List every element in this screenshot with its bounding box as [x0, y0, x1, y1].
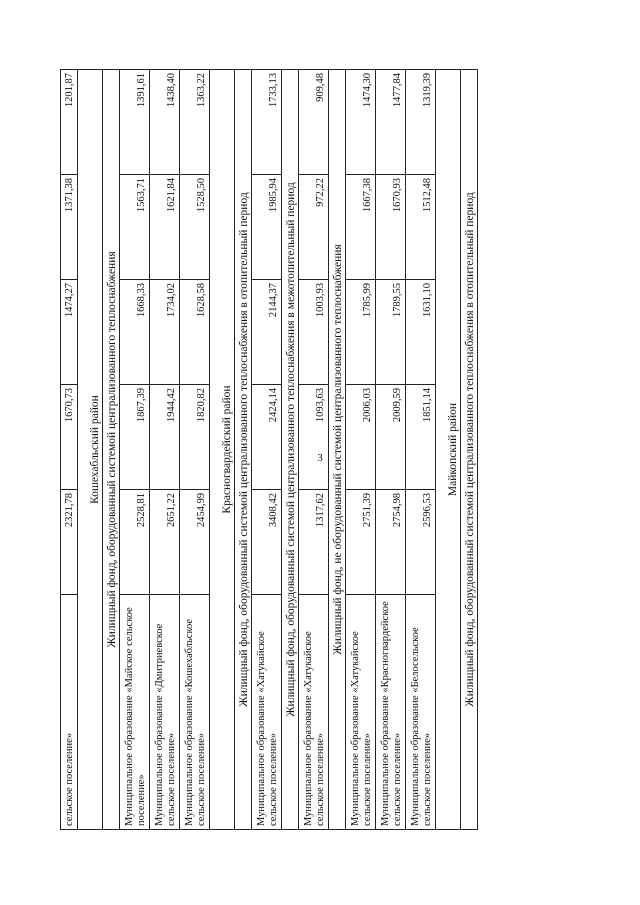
row-value: 972,22 — [299, 175, 329, 280]
section-heading: Жилищный фонд, оборудованный системой централизованного теплоснабжения в межотопительный период — [282, 70, 299, 830]
row-value: 1789,55 — [376, 280, 406, 385]
table-row — [346, 70, 376, 830]
row-value: 1985,94 — [252, 175, 282, 280]
tariff-table — [60, 69, 478, 830]
row-value: 1785,99 — [346, 280, 376, 385]
row-value: 1628,58 — [180, 280, 210, 385]
table-row — [180, 70, 210, 830]
row-name: Муниципальное образование «Красногвардейское сельское поселение» — [376, 595, 406, 830]
section-row — [461, 70, 478, 830]
row-value: 1667,38 — [346, 175, 376, 280]
row-value: 2454,99 — [180, 490, 210, 595]
table-row — [150, 70, 180, 830]
row-value: 1371,38 — [61, 175, 78, 280]
row-value: 1003,93 — [299, 280, 329, 385]
table-row — [61, 70, 78, 830]
row-value: 1851,14 — [406, 385, 436, 490]
row-value: 1528,50 — [180, 175, 210, 280]
row-value: 2006,03 — [346, 385, 376, 490]
row-value: 1317,62 — [299, 490, 329, 595]
row-value: 1474,27 — [61, 280, 78, 385]
row-value: 2528,81 — [120, 490, 150, 595]
row-value: 1621,84 — [150, 175, 180, 280]
table-row — [252, 70, 282, 830]
section-heading: Жилищный фонд, оборудованный системой централизованного теплоснабжения в отопительный период — [235, 70, 252, 830]
row-name: Муниципальное образование «Хатукайское сельское поселение» — [346, 595, 376, 830]
row-name: Муниципальное образование «Кошехабльское сельское поселение» — [180, 595, 210, 830]
region-heading: Кошехабльский район — [78, 70, 103, 830]
table-row — [120, 70, 150, 830]
row-value: 1093,63 — [299, 385, 329, 490]
row-value: 2751,39 — [346, 490, 376, 595]
row-name: Муниципальное образование «Майское сельское поселение» — [120, 595, 150, 830]
row-value: 1477,84 — [376, 70, 406, 175]
row-value: 2144,37 — [252, 280, 282, 385]
row-value: 1319,39 — [406, 70, 436, 175]
row-name: Муниципальное образование «Хатукайское сельское поселение» — [252, 595, 282, 830]
region-heading: Майкопский район — [436, 70, 461, 830]
section-heading: Жилищный фонд, оборудованный системой централизованного теплоснабжения — [103, 70, 120, 830]
table-body — [61, 70, 478, 830]
row-name: Муниципальное образование «Белосельское сельское поселение» — [406, 595, 436, 830]
row-value: 1631,10 — [406, 280, 436, 385]
row-value: 2424,14 — [252, 385, 282, 490]
row-value: 1733,13 — [252, 70, 282, 175]
row-value: 1670,73 — [61, 385, 78, 490]
row-value: 1734,02 — [150, 280, 180, 385]
section-heading: Жилищный фонд, оборудованный системой централизованного теплоснабжения в отопительный период — [461, 70, 478, 830]
row-value: 3408,42 — [252, 490, 282, 595]
row-value: 2321,78 — [61, 490, 78, 595]
row-value: 2754,98 — [376, 490, 406, 595]
row-name: сельское поселение» — [61, 595, 78, 830]
row-value: 2009,59 — [376, 385, 406, 490]
section-row — [103, 70, 120, 830]
region-row — [436, 70, 461, 830]
row-value: 1668,33 — [120, 280, 150, 385]
row-value: 1438,40 — [150, 70, 180, 175]
page-number: 3 — [317, 452, 323, 464]
region-row — [78, 70, 103, 830]
row-value: 1363,22 — [180, 70, 210, 175]
row-value: 1512,48 — [406, 175, 436, 280]
row-value: 1944,42 — [150, 385, 180, 490]
row-value: 1867,39 — [120, 385, 150, 490]
row-name: Муниципальное образование «Дмитриевское сельское поселение» — [150, 595, 180, 830]
section-heading: Жилищный фонд, не оборудованный системой централизованного теплоснабжения — [329, 70, 346, 830]
row-value: 1391,61 — [120, 70, 150, 175]
section-row — [282, 70, 299, 830]
row-value: 909,48 — [299, 70, 329, 175]
table-row — [406, 70, 436, 830]
section-row — [329, 70, 346, 830]
row-value: 1563,71 — [120, 175, 150, 280]
region-row — [210, 70, 235, 830]
table-row — [376, 70, 406, 830]
row-value: 1820,82 — [180, 385, 210, 490]
row-name: Муниципальное образование «Хатукайское сельское поселение» — [299, 595, 329, 830]
section-row — [235, 70, 252, 830]
row-value: 2651,22 — [150, 490, 180, 595]
rotated-table-container — [60, 70, 530, 830]
row-value: 1670,93 — [376, 175, 406, 280]
region-heading: Красногвардейский район — [210, 70, 235, 830]
row-value: 2596,53 — [406, 490, 436, 595]
row-value: 1474,30 — [346, 70, 376, 175]
table-row — [299, 70, 329, 830]
row-value: 1201,87 — [61, 70, 78, 175]
